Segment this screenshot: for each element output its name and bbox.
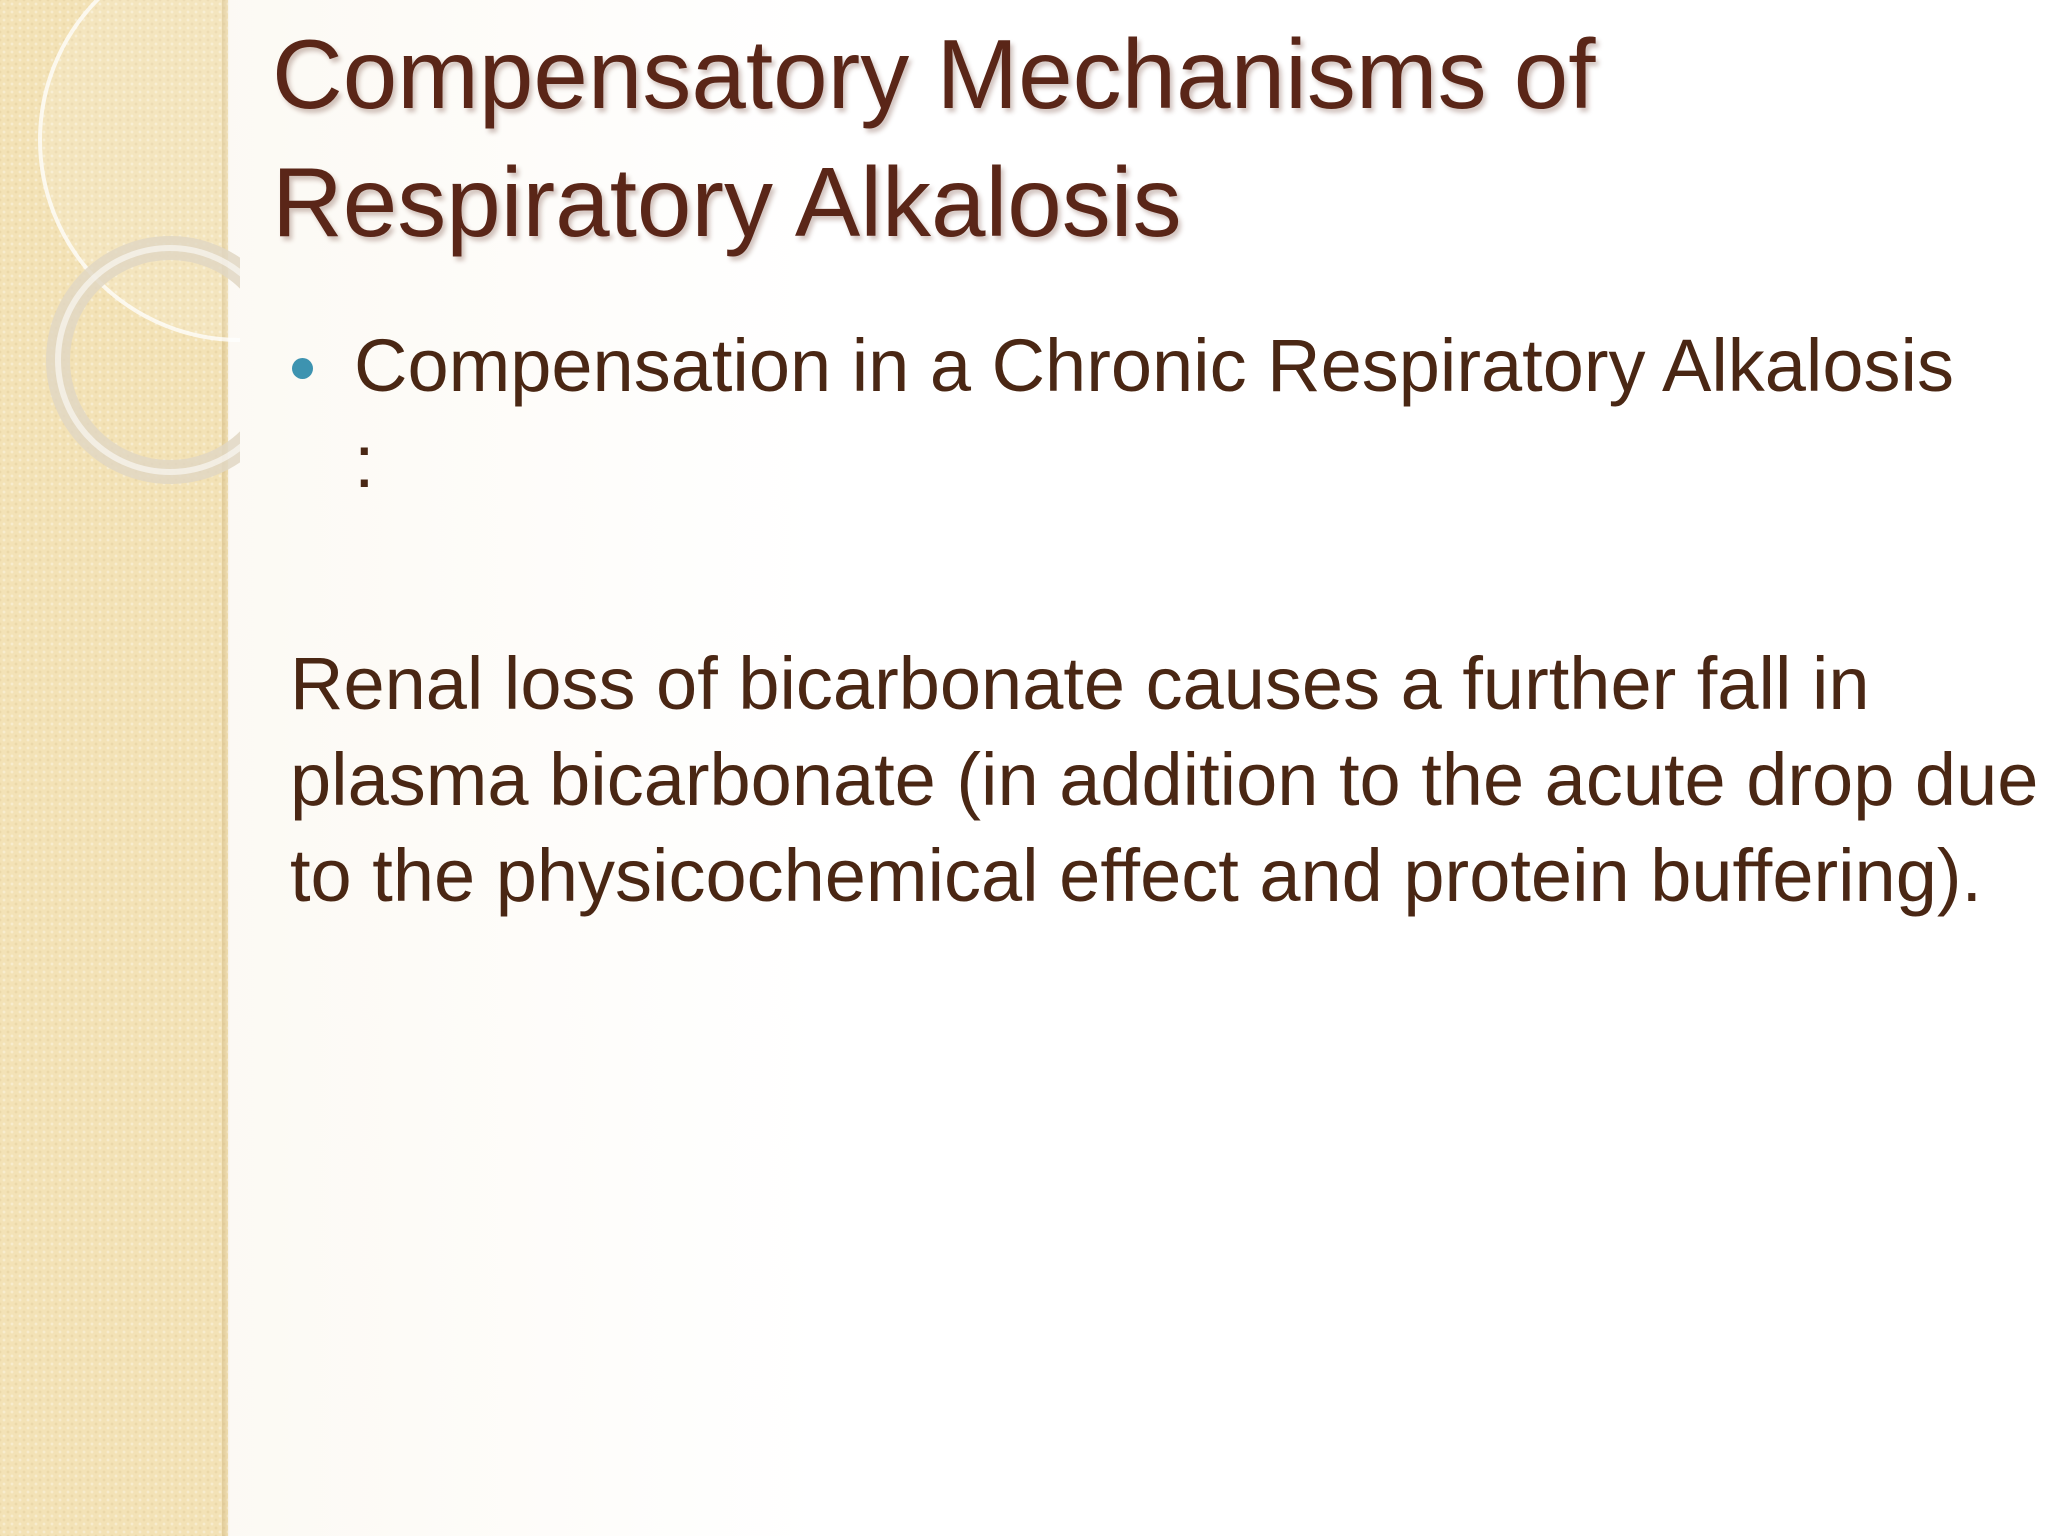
bullet-dot-icon [292, 358, 313, 379]
body-paragraph: Renal loss of bicarbonate causes a further fall in plasma bicarbonate (in addition to the acute drop due to the physicochemical effect and protein buffering). [290, 642, 2039, 917]
decorative-rings [0, 0, 240, 520]
bullet-text: Compensation in a Chronic Respiratory Alkalosis : [354, 324, 1954, 503]
slide-title: Compensatory Mechanisms of Respiratory Alkalosis [272, 19, 1596, 257]
